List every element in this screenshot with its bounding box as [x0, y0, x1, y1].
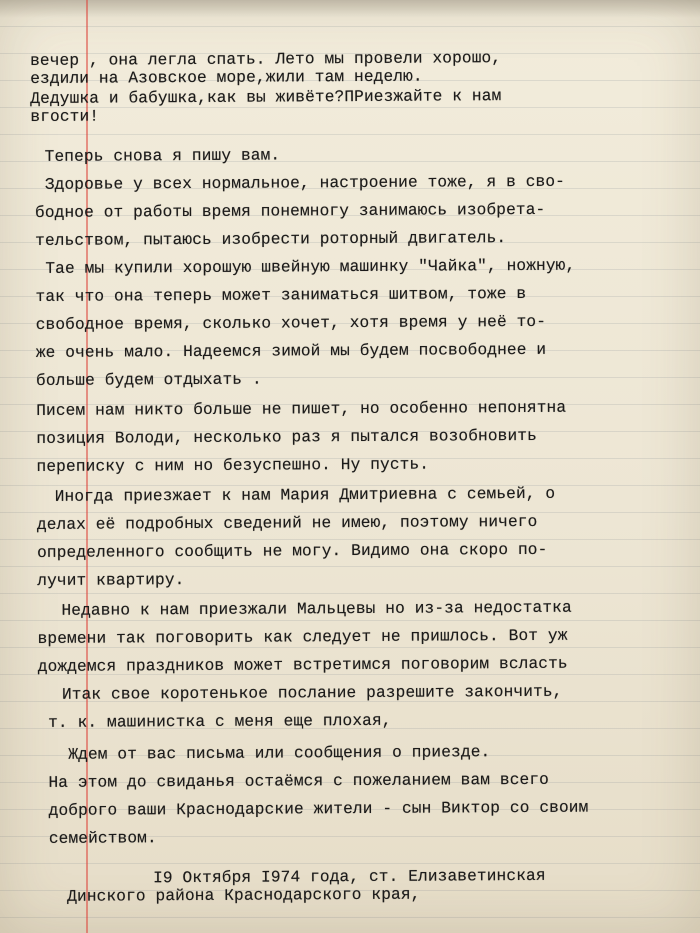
- letter-line: Итак свое коротенькое послание разрешите закончить,: [61, 682, 563, 704]
- letter-line: тельством, пытаюсь изобрести роторный двигатель.: [35, 229, 507, 250]
- letter-line: Дедушка и бабушка,как вы живёте?ПРиезжайте к нам: [30, 87, 502, 108]
- letter-line: доброго ваши Краснодарские жители - сын Виктор со своим: [48, 798, 589, 820]
- letter-line: Ждем от вас письма или сообщения о приезде.: [68, 743, 491, 764]
- top-fold-shadow: [0, 0, 700, 18]
- letter-line: дождемся праздников может встретимся поговорим всласть: [37, 654, 568, 676]
- letter-line: На этом до свиданья остаёмся с пожеланием вам всего: [48, 770, 550, 792]
- letter-line: позиция Володи, несколько раз я пытался возобновить: [36, 426, 537, 448]
- letter-line: переписку с ним но безуспешно. Ну пусть.: [36, 455, 430, 476]
- letter-date-place: I9 Октября I974 года, ст. Елизаветинская: [152, 866, 546, 888]
- letter-line: Недавно к нам приезжали Мальцевы но из-за недостатка: [61, 598, 572, 620]
- letter-line: вгости!: [30, 107, 100, 126]
- letter-line: вечер , она легла спать. Лето мы провели хорошо,: [29, 49, 502, 70]
- letter-line: Теперь снова я пишу вам.: [44, 146, 281, 166]
- letter-line: так что она теперь может заниматься шитвом, тоже в: [35, 284, 527, 306]
- letter-line: Иногда приезжает к нам Мария Дмитриевна с семьей, о: [54, 484, 556, 506]
- letter-line: Здоровье у всех нормальное, настроение тоже, я в сво-: [44, 172, 566, 194]
- letter-line: больше будем отдыхать .: [35, 370, 262, 390]
- letter-line: лучит квартиру.: [37, 571, 185, 590]
- letter-line: же очень мало. Надеемся зимой мы будем посвободнее и: [35, 340, 547, 362]
- letter-line: времени так поговорить как следует не пришлось. Вот уж: [37, 626, 568, 648]
- letter-line: делах её подробных сведений не имею, поэтому ничего: [36, 512, 538, 534]
- letter-line: Писем нам никто больше не пишет, но особенно непонятна: [36, 398, 567, 420]
- letter-line: определенного сообщить не могу. Видимо она скоро по-: [37, 540, 548, 562]
- letter-line: Тае мы купили хорошую швейную машинку "Чайка", ножную,: [45, 256, 576, 278]
- letter-line: ездили на Азовское море,жили там неделю.: [30, 67, 423, 88]
- letter-date-place: Динского района Краснодарского края,: [67, 885, 421, 906]
- letter-line: бодное от работы время понемногу занимаюсь изобрета-: [34, 200, 546, 222]
- letter-line: т. к. машинистка с меня еще плохая,: [48, 711, 392, 732]
- letter-line: семейством.: [48, 829, 157, 848]
- typewritten-letter: [28, 48, 688, 906]
- letter-line: свободное время, сколько хочет, хотя время у неё то-: [35, 312, 547, 334]
